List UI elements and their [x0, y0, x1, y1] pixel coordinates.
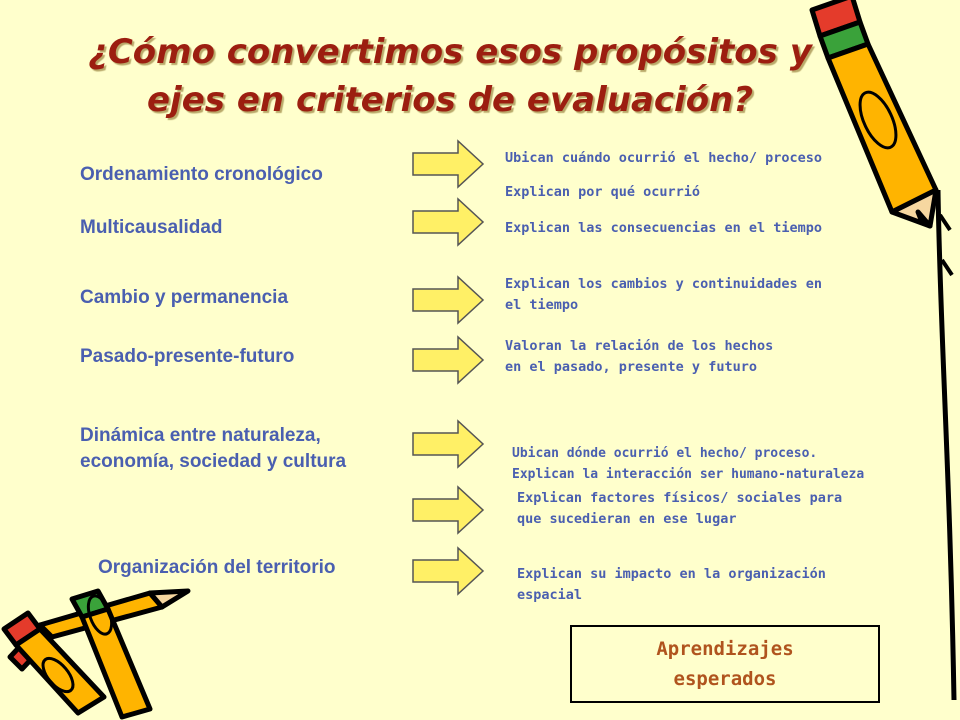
- pencil-icon-right: [790, 0, 960, 720]
- result-por-que: Explican por qué ocurrió: [505, 184, 701, 200]
- criterion-pasado: Pasado-presente-futuro: [80, 346, 295, 367]
- result-ubican-cuando: Ubican cuándo ocurrió el hecho/ proceso: [505, 150, 822, 166]
- criterion-organizacion: Organización del territorio: [98, 557, 336, 578]
- result-cambios-line-1: Explican los cambios y continuidades en: [505, 276, 822, 292]
- box-line-2: esperados: [673, 668, 777, 690]
- arrow-icon: [410, 274, 486, 326]
- criterion-multicausalidad: Multicausalidad: [80, 217, 223, 238]
- result-ubican-donde-line-2: Explican la interacción ser humano-naturaleza: [512, 467, 865, 482]
- crossed-pencils-icon: [0, 585, 200, 720]
- result-consecuencias: Explican las consecuencias en el tiempo: [505, 220, 822, 236]
- result-factores-line-1: Explican factores físicos/ sociales para: [517, 490, 843, 506]
- criterion-cambio: Cambio y permanencia: [80, 287, 289, 308]
- arrow-icon: [410, 138, 486, 190]
- result-valoran-line-1: Valoran la relación de los hechos: [505, 338, 774, 354]
- result-impacto: [517, 564, 826, 606]
- title-line-2: ejes en criterios de evaluación?: [147, 80, 753, 120]
- box-line-1: Aprendizajes: [656, 638, 794, 660]
- result-ubican-donde-line-1: Ubican dónde ocurrió el hecho/ proceso.: [512, 446, 818, 461]
- result-factores-line-2: que sucedieran en ese lugar: [517, 511, 737, 527]
- result-valoran: [505, 336, 773, 378]
- criterion-ordenamiento: Ordenamiento cronológico: [80, 164, 323, 185]
- slide-title: [20, 28, 880, 124]
- criterion-dinamica-line-1: Dinámica entre naturaleza,: [80, 425, 321, 446]
- arrow-icon: [410, 196, 486, 248]
- result-impacto-line-1: Explican su impacto en la organización: [517, 566, 826, 582]
- arrow-icon: [410, 484, 486, 536]
- result-valoran-line-2: en el pasado, presente y futuro: [505, 359, 757, 375]
- arrow-icon: [410, 418, 486, 470]
- result-impacto-line-2: espacial: [517, 587, 583, 603]
- criterion-dinamica-line-2: economía, sociedad y cultura: [80, 451, 347, 472]
- result-cambios-line-2: el tiempo: [505, 297, 579, 313]
- arrow-icon: [410, 334, 486, 386]
- title-line-1: ¿Cómo convertimos esos propósitos y: [88, 32, 812, 72]
- arrow-icon: [410, 545, 486, 597]
- criterion-dinamica: [80, 423, 346, 475]
- result-cambios: [505, 274, 822, 316]
